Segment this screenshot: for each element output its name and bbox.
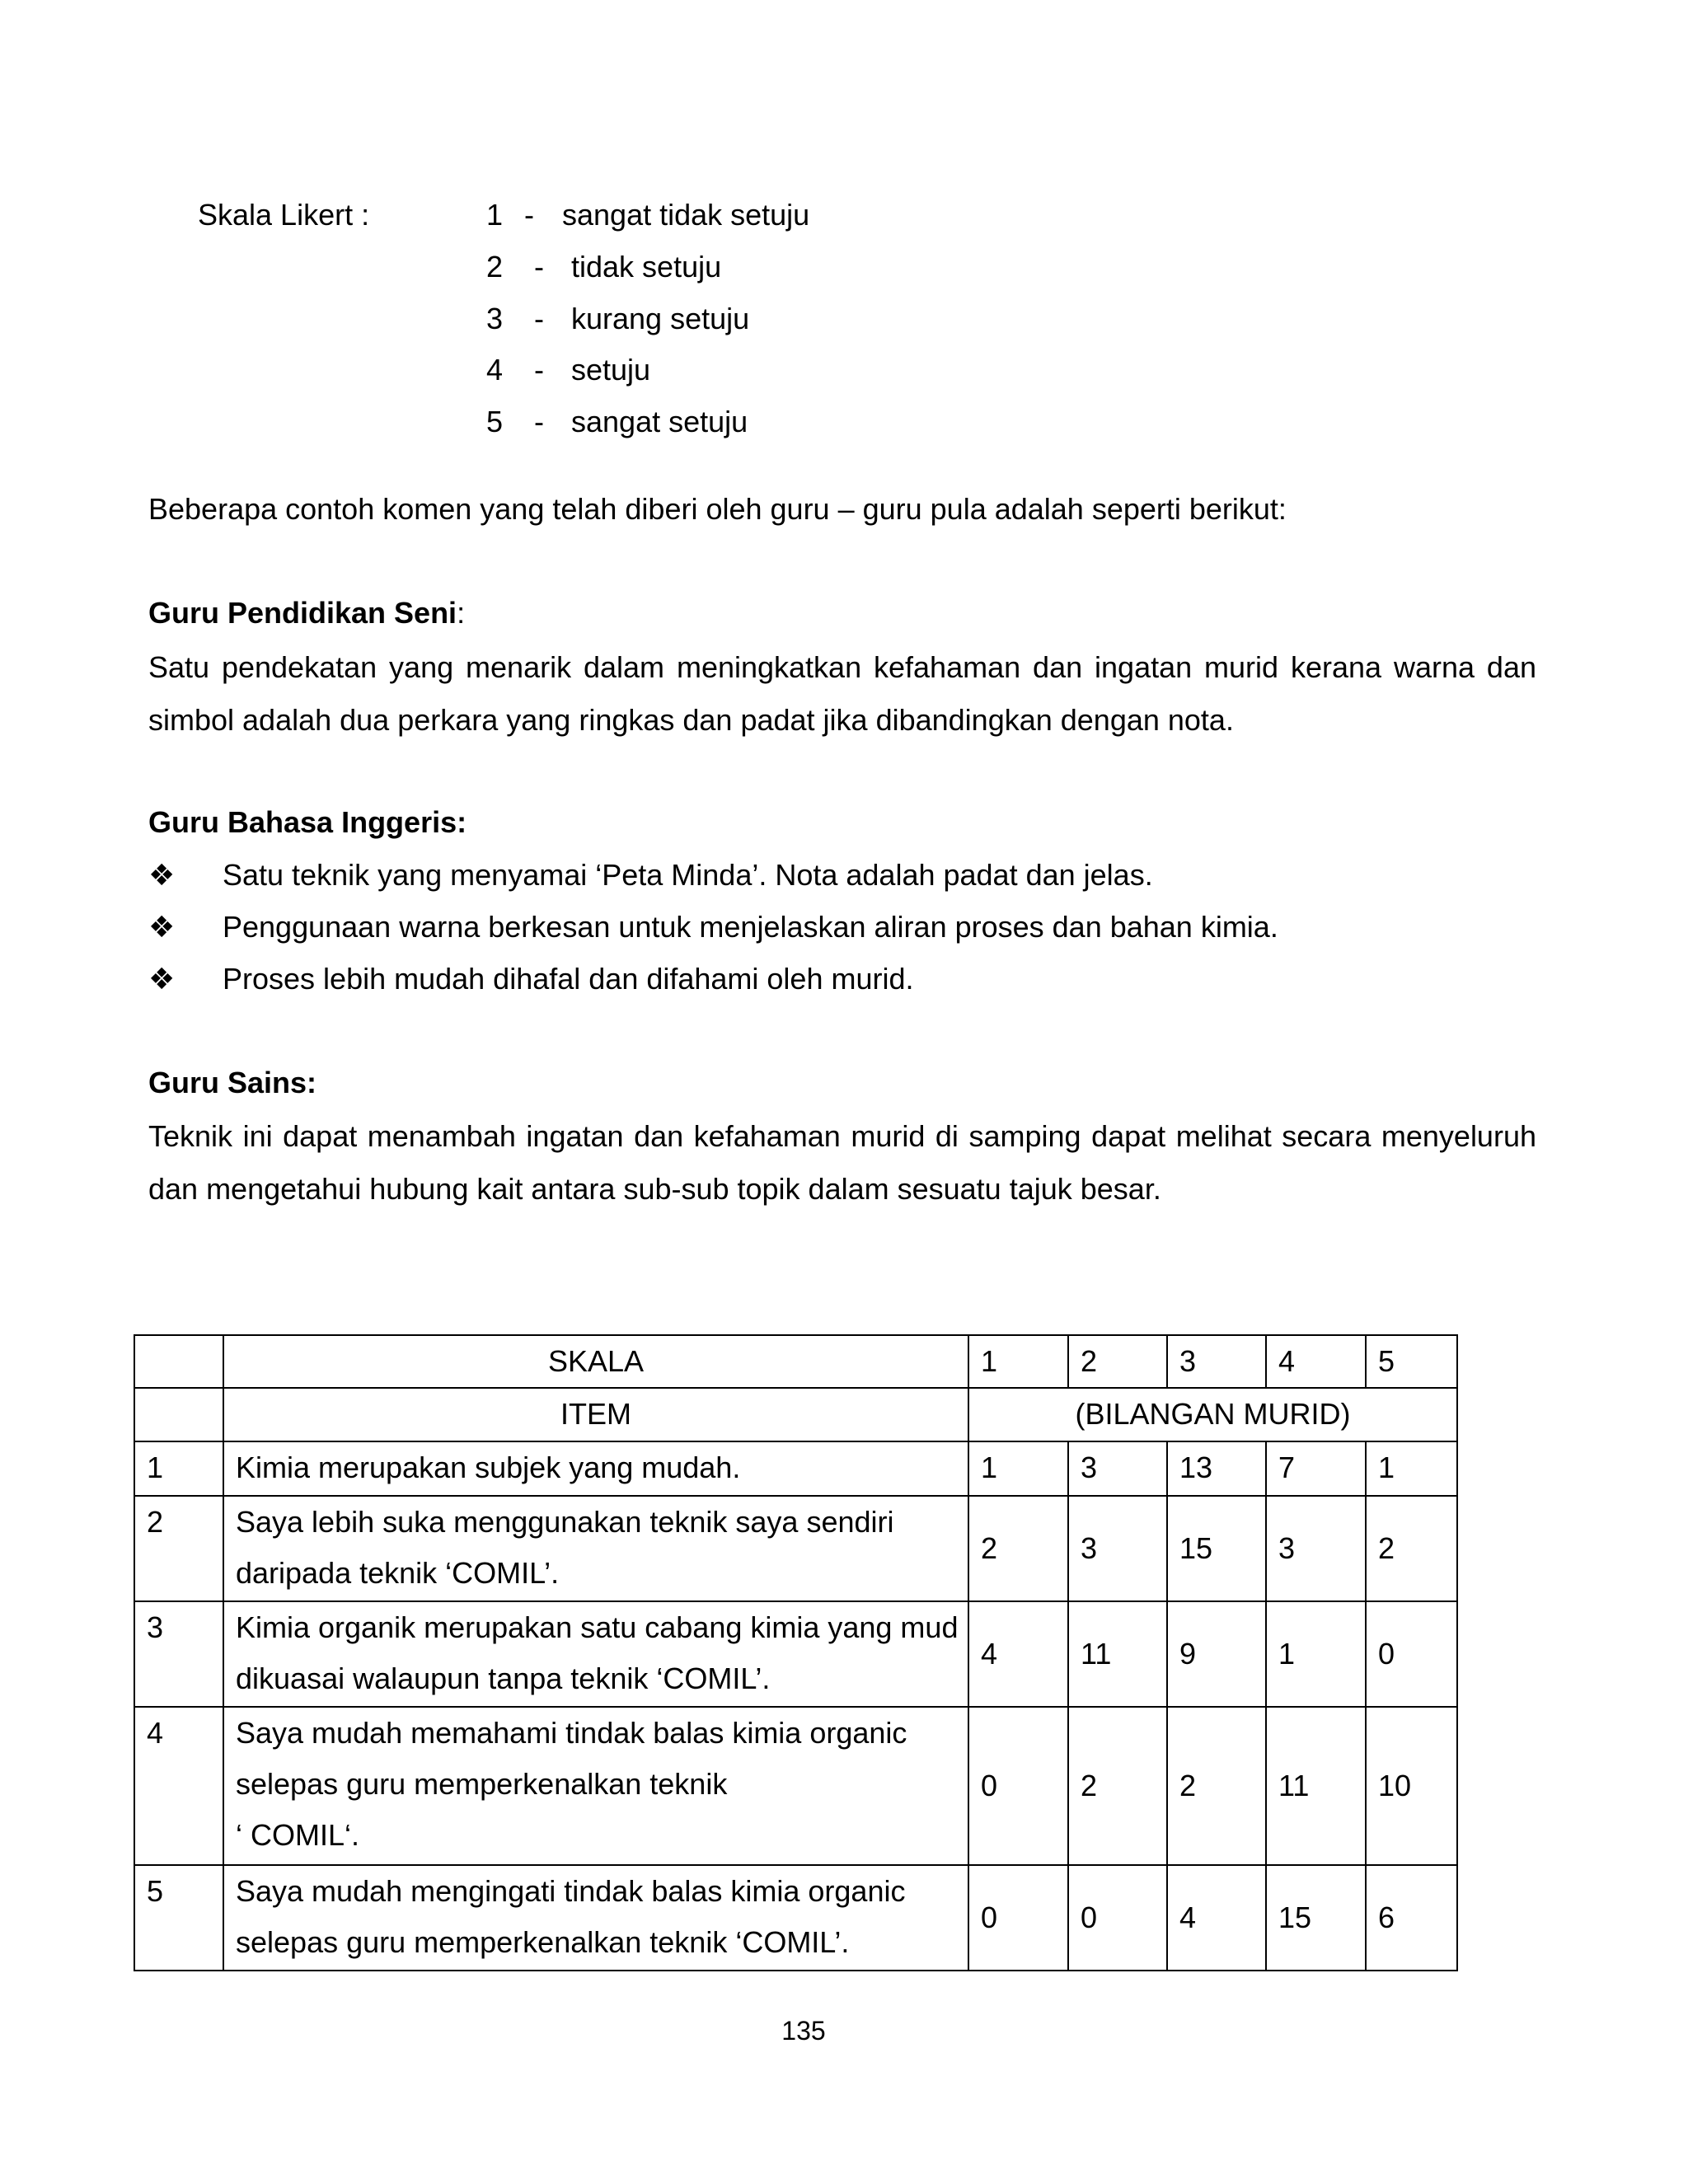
likert-sep: - [534,353,544,387]
row-item-line: dikuasai walaupun tanpa teknik ‘COMIL’. [236,1661,771,1695]
row-number: 4 [134,1707,223,1865]
row-item [223,1601,968,1707]
likert-num: 3 [486,302,504,335]
survey-table [134,1334,1458,1971]
row-item: Saya lebih suka menggunakan teknik saya sendiri daripada teknik ‘COMIL’. [223,1496,968,1601]
likert-text: kurang setuju [571,302,750,335]
scale-value: 1 [968,1335,1068,1388]
row-item-line: selepas guru memperkenalkan teknik [236,1767,728,1801]
bullet-text: Satu teknik yang menyamai ‘Peta Minda’. Nota adalah padat dan jelas. [223,858,1153,892]
heading-colon: : [457,596,466,630]
count-cell: 3 [1266,1496,1366,1601]
page-number: 135 [781,2016,826,2046]
table-row [134,1865,1457,1971]
item-label: ITEM [223,1388,968,1441]
count-label: (BILANGAN MURID) [968,1388,1457,1441]
scale-label: SKALA [223,1335,968,1388]
row-number: 5 [134,1865,223,1971]
count-cell: 2 [1167,1707,1266,1865]
count-cell: 7 [1266,1441,1366,1496]
scale-value: 3 [1167,1335,1266,1388]
count-cell: 0 [1068,1865,1167,1971]
count-cell: 2 [1068,1707,1167,1865]
count-cell: 11 [1068,1601,1167,1707]
likert-sep: - [524,198,534,232]
count-cell: 10 [1366,1707,1457,1865]
table-header-row [134,1335,1457,1388]
row-item-line: ‘ COMIL‘. [236,1818,360,1852]
likert-num: 1 [486,198,504,232]
likert-num: 2 [486,250,504,284]
count-cell: 1 [1366,1441,1457,1496]
empty-cell [134,1388,223,1441]
table-row [134,1601,1457,1707]
diamond-bullet-icon: ❖ [148,962,176,996]
count-cell: 3 [1068,1496,1167,1601]
row-number: 3 [134,1601,223,1707]
row-item-line: Saya mudah memahami tindak balas kimia organic [236,1716,907,1750]
heading-text: Guru Pendidikan Seni [148,596,457,630]
scale-value: 2 [1068,1335,1167,1388]
count-cell: 15 [1266,1865,1366,1971]
likert-text: tidak setuju [571,250,722,284]
likert-num: 5 [486,405,504,438]
empty-cell [134,1335,223,1388]
row-item: Kimia merupakan subjek yang mudah. [223,1441,968,1496]
count-cell: 9 [1167,1601,1266,1707]
likert-label: Skala Likert : [198,198,370,232]
count-cell: 4 [1167,1865,1266,1971]
row-number: 2 [134,1496,223,1601]
count-cell: 6 [1366,1865,1457,1971]
row-item-line: Kimia organik merupakan satu cabang kimia yang mud [236,1610,959,1644]
scale-value: 5 [1366,1335,1457,1388]
count-cell: 0 [968,1865,1068,1971]
section-heading-sains: Guru Sains: [148,1066,317,1099]
count-cell: 3 [1068,1441,1167,1496]
bullet-text: Penggunaan warna berkesan untuk menjelaskan aliran proses dan bahan kimia. [223,910,1278,944]
count-cell: 2 [1366,1496,1457,1601]
count-cell: 11 [1266,1707,1366,1865]
count-cell: 2 [968,1496,1068,1601]
count-cell: 4 [968,1601,1068,1707]
likert-num: 4 [486,353,504,387]
intro-text: Beberapa contoh komen yang telah diberi oleh guru – guru pula adalah seperti berikut: [148,492,1287,526]
count-cell: 0 [968,1707,1068,1865]
count-cell: 15 [1167,1496,1266,1601]
count-cell: 1 [968,1441,1068,1496]
row-number: 1 [134,1441,223,1496]
count-cell: 0 [1366,1601,1457,1707]
section-heading-inggeris: Guru Bahasa Inggeris: [148,805,467,839]
scale-value: 4 [1266,1335,1366,1388]
seni-paragraph: Satu pendekatan yang menarik dalam meningkatkan kefahaman dan ingatan murid kerana warna dan simbol adalah dua perkara yang ringkas dan padat jika dibandingkan dengan nota. [148,650,1536,737]
row-item [223,1707,968,1865]
table-row [134,1496,1457,1601]
bullet-text: Proses lebih mudah dihafal dan difahami oleh murid. [223,962,914,996]
table-row [134,1707,1457,1865]
sains-paragraph: Teknik ini dapat menambah ingatan dan kefahaman murid di samping dapat melihat secara menyeluruh dan mengetahui hubung kait antara sub-sub topik dalam sesuatu tajuk besar. [148,1119,1536,1206]
count-cell: 13 [1167,1441,1266,1496]
count-cell: 1 [1266,1601,1366,1707]
likert-sep: - [534,405,544,438]
likert-text: sangat tidak setuju [562,198,810,232]
table-subheader-row [134,1388,1457,1441]
table-row [134,1441,1457,1496]
diamond-bullet-icon: ❖ [148,858,176,892]
likert-sep: - [534,250,544,284]
section-heading-seni [148,596,465,630]
row-item: Saya mudah mengingati tindak balas kimia organic selepas guru memperkenalkan teknik ‘COMIL’. [223,1865,968,1971]
likert-text: setuju [571,353,651,387]
likert-sep: - [534,302,544,335]
likert-text: sangat setuju [571,405,748,438]
diamond-bullet-icon: ❖ [148,910,176,944]
